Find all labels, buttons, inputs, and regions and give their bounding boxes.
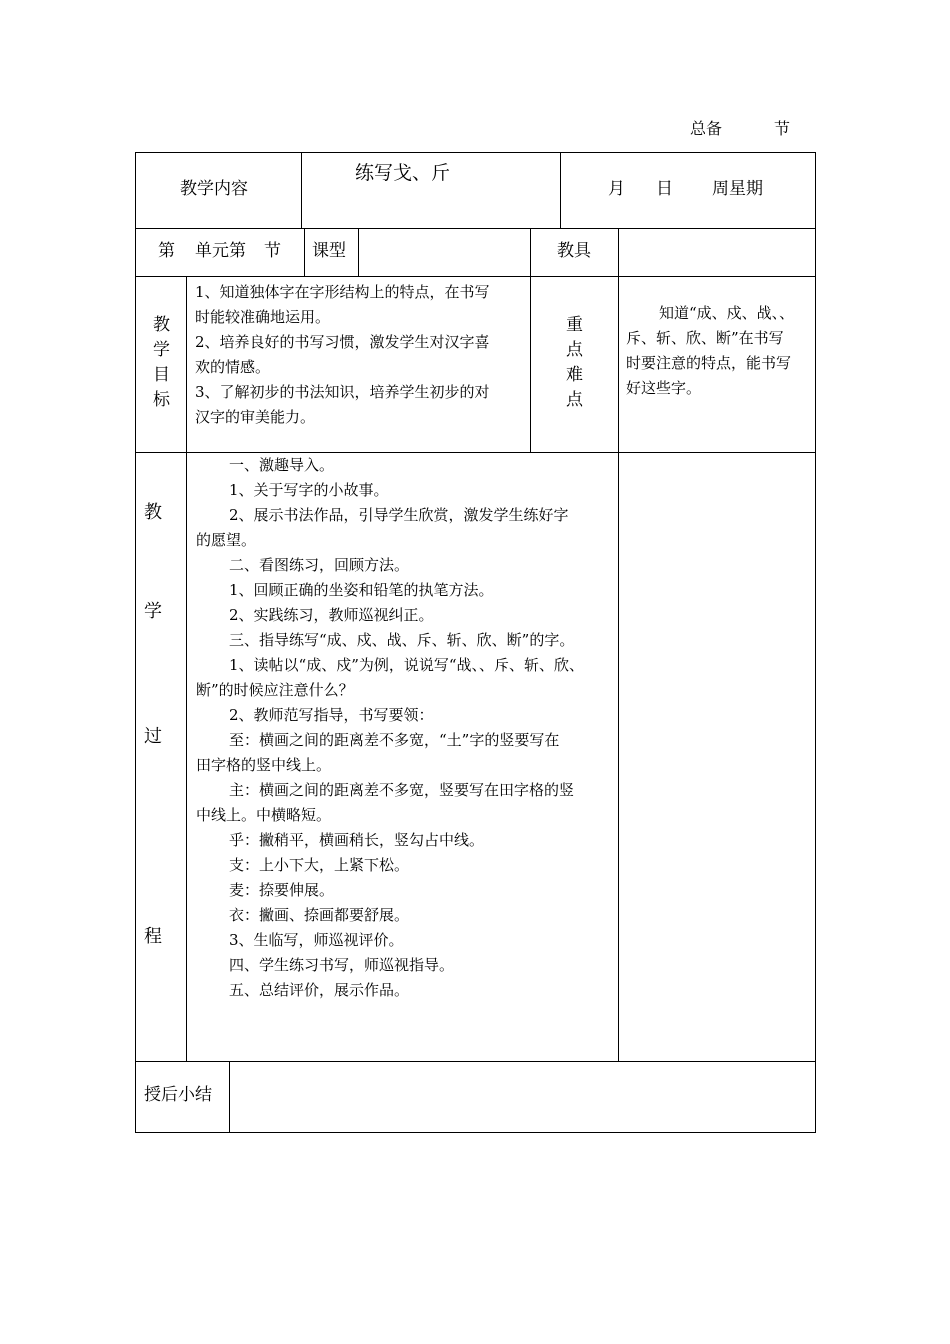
goals-label-char: 学 — [153, 340, 170, 360]
process-line: 至：横画之间的距离差不多宽，“土”字的竖要写在 — [229, 731, 560, 749]
goals-label-char: 教 — [153, 315, 170, 335]
section-label: 节 — [774, 119, 791, 138]
goals-text — [195, 280, 490, 430]
key-points-text — [626, 301, 794, 401]
key-points-line: 斥、斩、欣、断”在书写 — [626, 329, 784, 347]
process-line: 乎：撇稍平，横画稍长，竖勾占中线。 — [229, 831, 485, 849]
process-line: 主：横画之间的距离差不多宽，竖要写在田字格的竖 — [229, 781, 575, 799]
total-prep-label: 总备 — [690, 119, 723, 138]
process-line: 四、学生练习书写，师巡视指导。 — [229, 956, 455, 974]
process-line: 衣：撇画、捺画都要舒展。 — [229, 906, 410, 924]
process-line: 田字格的竖中线上。 — [196, 756, 332, 774]
unit-label-unit: 单元第 — [195, 241, 246, 261]
goals-line: 时能较准确地运用。 — [195, 308, 331, 326]
process-line: 支：上小下大，上紧下松。 — [229, 856, 410, 874]
goals-line: 1、知道独体字在字形结构上的特点，在书写 — [195, 283, 490, 301]
process-line: 2、教师范写指导，书写要领： — [229, 706, 434, 724]
lesson-title: 练写戈、斤 — [355, 162, 451, 184]
goals-line: 3、了解初步的书法知识，培养学生初步的对 — [195, 383, 490, 401]
process-label-char: 学 — [144, 601, 162, 622]
process-line: 2、展示书法作品，引导学生欣赏，激发学生练好字 — [229, 506, 569, 524]
process-line: 1、关于写字的小故事。 — [229, 481, 389, 499]
process-line: 断”的时候应注意什么？ — [196, 681, 354, 699]
process-line: 麦：捺要伸展。 — [229, 881, 335, 899]
key-points-label-char: 重 — [566, 315, 583, 335]
teaching-content-label: 教学内容 — [180, 179, 248, 199]
goals-line: 2、培养良好的书写习惯，激发学生对汉字喜 — [195, 333, 490, 351]
key-points-label-char: 点 — [566, 390, 583, 410]
process-line: 三、指导练写“成、戍、战、斥、斩、欣、断”的字。 — [229, 631, 575, 649]
goals-label-char: 标 — [153, 390, 170, 410]
process-line: 1、回顾正确的坐姿和铅笔的执笔方法。 — [229, 581, 494, 599]
process-line: 二、看图练习，回顾方法。 — [229, 556, 410, 574]
process-line: 1、读帖以“成、戍”为例，说说写“战、、斥、斩、欣、 — [229, 656, 585, 674]
unit-label-section: 节 — [264, 241, 281, 261]
goals-line: 欢的情感。 — [195, 358, 271, 376]
key-points-label-char: 点 — [566, 340, 583, 360]
lesson-type-label: 课型 — [312, 241, 346, 261]
goals-label-char: 目 — [153, 365, 170, 385]
post-lesson-summary-label: 授后小结 — [144, 1085, 212, 1105]
month-label: 月 — [608, 179, 625, 199]
process-line: 2、实践练习，教师巡视纠正。 — [229, 606, 434, 624]
process-line: 3、生临写，师巡视评价。 — [229, 931, 404, 949]
key-points-line: 知道“成、戍、战、、 — [659, 304, 795, 322]
key-points-label-char: 难 — [566, 365, 583, 385]
goals-line: 汉字的审美能力。 — [195, 408, 316, 426]
process-label-char: 教 — [144, 502, 162, 523]
process-label-char: 程 — [144, 926, 162, 947]
process-label-char: 过 — [144, 726, 162, 747]
key-points-line: 时要注意的特点，能书写 — [626, 354, 792, 372]
process-line: 中线上。中横略短。 — [196, 806, 332, 824]
process-line: 五、总结评价，展示作品。 — [229, 981, 410, 999]
day-label: 日 — [656, 179, 673, 199]
key-points-line: 好这些字。 — [626, 379, 702, 397]
weekday-label: 周星期 — [712, 179, 763, 199]
process-line: 一、激趣导入。 — [229, 456, 335, 474]
process-text — [196, 453, 584, 1003]
unit-label-first: 第 — [158, 241, 175, 261]
process-line: 的愿望。 — [196, 531, 257, 549]
teaching-aids-label: 教具 — [557, 241, 591, 261]
